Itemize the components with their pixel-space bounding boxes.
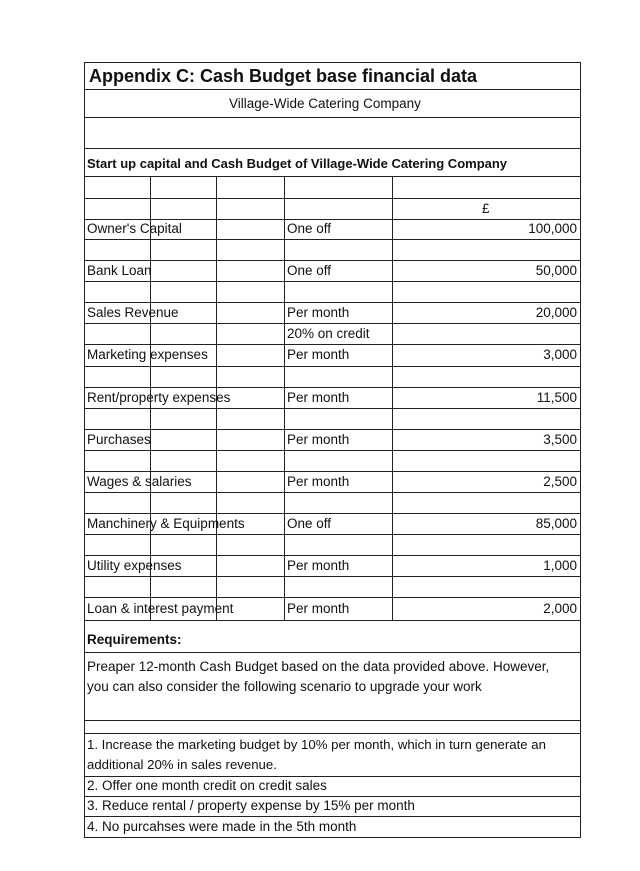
row-item-purchases: Purchases [87, 432, 151, 447]
credit-note: 20% on credit [287, 326, 370, 341]
border-top [84, 62, 581, 63]
row-frequency-loan-interest: Per month [287, 601, 350, 616]
row-amount-sales-revenue: 20,000 [535, 305, 577, 320]
grid-line [84, 387, 581, 388]
grid-line [84, 408, 581, 409]
row-item-machinery: Manchinery & Equipments [87, 516, 245, 531]
requirement-item-1: 1. Increase the marketing budget by 10% per month, which in turn generate an additional 20% in sales revenue. [87, 737, 546, 772]
grid-column [284, 176, 285, 620]
row-frequency-wages: Per month [287, 474, 350, 489]
grid-line [84, 796, 581, 797]
grid-line [84, 816, 581, 817]
row-item-bank-loan: Bank Loan [87, 263, 152, 278]
grid-line [84, 302, 581, 303]
row-amount-bank-loan: 50,000 [535, 263, 577, 278]
row-item-marketing: Marketing expenses [87, 347, 208, 362]
row-item-rent: Rent/property expenses [87, 390, 231, 405]
row-item-owners-capital: Owner's Capital [87, 221, 182, 236]
grid-line [84, 344, 581, 345]
grid-line [84, 733, 581, 734]
page-title: Appendix C: Cash Budget base financial data [89, 66, 478, 86]
row-item-sales-revenue: Sales Revenue [87, 305, 179, 320]
grid-line [84, 260, 581, 261]
row-amount-purchases: 3,500 [543, 432, 577, 447]
row-amount-utility: 1,000 [543, 558, 577, 573]
grid-line [84, 597, 581, 598]
requirements-heading: Requirements: [87, 632, 182, 647]
grid-line [84, 281, 581, 282]
grid-line [84, 366, 581, 367]
grid-line [84, 576, 581, 577]
grid-line [84, 117, 581, 118]
row-amount-owners-capital: 100,000 [528, 221, 577, 236]
grid-line [84, 176, 581, 177]
company-name: Village-Wide Catering Company [229, 96, 421, 111]
grid-line [84, 555, 581, 556]
grid-line [84, 652, 581, 653]
grid-line [84, 471, 581, 472]
row-item-loan-interest: Loan & interest payment [87, 601, 234, 616]
row-frequency-utility: Per month [287, 558, 350, 573]
grid-line [84, 450, 581, 451]
requirement-item-3: 3. Reduce rental / property expense by 15% per month [87, 798, 415, 813]
grid-line [84, 534, 581, 535]
row-amount-machinery: 85,000 [535, 516, 577, 531]
section-heading: Start up capital and Cash Budget of Village-Wide Catering Company [87, 156, 508, 171]
row-amount-loan-interest: 2,000 [543, 601, 577, 616]
grid-line [84, 620, 581, 621]
row-amount-rent: 11,500 [536, 390, 577, 405]
row-amount-wages: 2,500 [543, 474, 577, 489]
grid-column [392, 176, 393, 620]
grid-line [84, 720, 581, 721]
currency-symbol: £ [482, 201, 490, 216]
row-frequency-machinery: One off [287, 516, 332, 531]
row-item-utility: Utility expenses [87, 558, 182, 573]
row-amount-marketing: 3,000 [543, 347, 577, 362]
grid-line [84, 323, 581, 324]
row-frequency-marketing: Per month [287, 347, 350, 362]
grid-line [84, 198, 581, 199]
grid-line [84, 219, 581, 220]
row-frequency-rent: Per month [287, 390, 350, 405]
requirement-item-4: 4. No purcahses were made in the 5th month [87, 819, 357, 834]
grid-line [84, 239, 581, 240]
border-bottom [84, 837, 581, 838]
grid-line [84, 148, 581, 149]
grid-line [84, 776, 581, 777]
grid-line [84, 492, 581, 493]
row-frequency-purchases: Per month [287, 432, 350, 447]
grid-line [84, 429, 581, 430]
requirements-intro: Preaper 12-month Cash Budget based on the data provided above. However, you can also consider the following scenario to upgrade your work [87, 659, 550, 694]
grid-line [84, 513, 581, 514]
requirement-item-2: 2. Offer one month credit on credit sales [87, 778, 327, 793]
row-frequency-bank-loan: One off [287, 263, 332, 278]
grid-line [84, 89, 581, 90]
row-frequency-owners-capital: One off [287, 221, 332, 236]
row-item-wages: Wages & salaries [87, 474, 192, 489]
row-frequency-sales-revenue: Per month [287, 305, 350, 320]
